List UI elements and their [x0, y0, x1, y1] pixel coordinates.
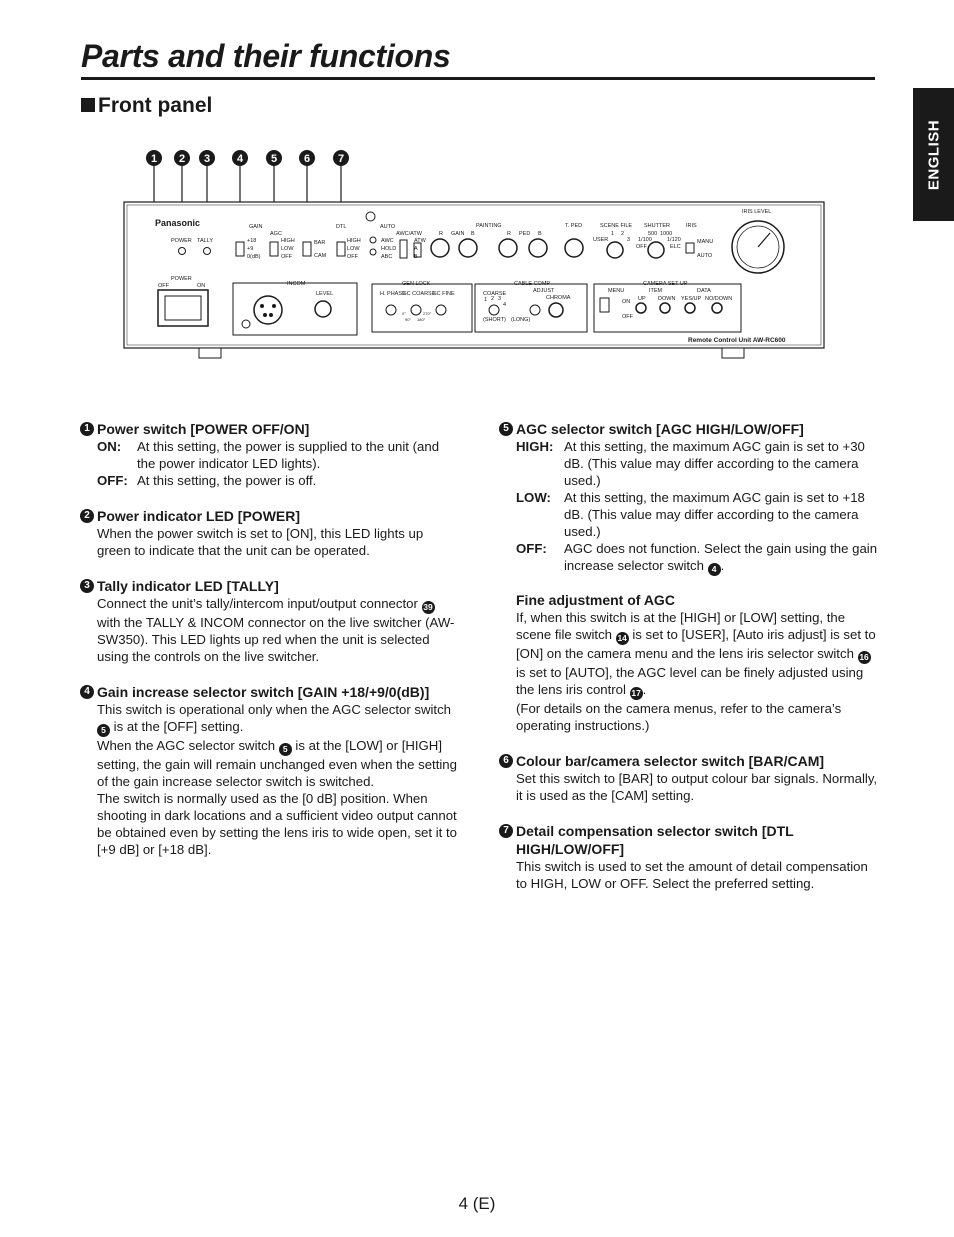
page-number: 4 (E): [458, 1194, 496, 1213]
svg-text:SC COARSE: SC COARSE: [403, 291, 436, 297]
svg-text:DTL: DTL: [336, 224, 347, 230]
svg-text:COARSE: COARSE: [483, 291, 507, 297]
item-gain-selector: 4 Gain increase selector switch [GAIN +18/+9/0(dB)] This switch is operational only when the AGC selector switch 5 is at the [OFF] setting. When the AGC selector switch 5 is at the [LOW] or [HIGH] setting, the gain will remain unchanged even when the setting of the gain increase selector switch is switched. The switch is normally used as the [0 dB] position. When shooting in dark locations and a sufficient video output cannot be obtained even by setting the lens iris to wide open, set it to [+9 dB] or [+18 dB].: [80, 683, 460, 858]
svg-text:5: 5: [270, 153, 278, 165]
svg-text:3: 3: [627, 237, 631, 243]
svg-text:1/120: 1/120: [667, 237, 681, 243]
def-low: LOW: At this setting, the maximum AGC gain is set to +18 dB. (This value may differ according to the camera used.): [516, 490, 865, 539]
svg-text:LOW: LOW: [347, 246, 360, 252]
svg-text:POWER: POWER: [171, 276, 192, 282]
svg-text:T. PED: T. PED: [565, 223, 583, 229]
svg-text:AWC/ATW: AWC/ATW: [396, 231, 422, 237]
svg-text:1: 1: [484, 297, 488, 303]
svg-text:ABC: ABC: [381, 254, 393, 260]
svg-text:OFF: OFF: [158, 283, 169, 289]
svg-text:270°: 270°: [423, 311, 432, 316]
item-tally-led: 3 Tally indicator LED [TALLY] Connect the unit’s tally/intercom input/output connector 39 with the TALLY & INCOM connector on the live switcher (AW-SW350). This LED lights up red when the unit is selected using the controls on the live switcher.: [80, 577, 460, 665]
svg-text:HOLD: HOLD: [381, 246, 397, 252]
svg-text:(SHORT): (SHORT): [483, 317, 506, 323]
right-column: [499, 420, 879, 910]
svg-text:DOWN: DOWN: [658, 296, 676, 302]
svg-text:R: R: [507, 231, 511, 237]
svg-text:1: 1: [150, 153, 158, 165]
title-rule: [81, 77, 875, 80]
svg-text:ADJUST: ADJUST: [533, 288, 555, 294]
number-badge-6: 6: [499, 754, 513, 768]
svg-text:2: 2: [491, 296, 495, 302]
def-on: ON: At this setting, the power is supplied to the unit (and the power indicator LED lights).: [97, 439, 440, 471]
svg-text:IRIS LEVEL: IRIS LEVEL: [742, 209, 772, 215]
item-agc-selector: 5 AGC selector switch [AGC HIGH/LOW/OFF] HIGH: At this setting, the maximum AGC gain is set to +30 dB. (This value may differ according to the camera used.) LOW: At this setting, the maximum AGC gain is set to +18 dB. (This value may differ according to the camera used.) OFF: AGC does not function. Select the gain using the gain increase selector switch 4 . Fine adjustment of AGC If, when this switch is at the [HIGH] or [LOW] setting, the scene file switch 14 is set to [USER], [Auto iris adjust] is set to [ON] on the camera menu and the lens iris selector switch 16 is set to [AUTO], the AGC level can be finely adjusted using the lens iris control 17 . (For details on the camera menus, refer to the camera’s operating instructions.): [499, 420, 879, 734]
item-heading: Detail compensation selector switch [DTL HIGH/LOW/OFF]: [516, 823, 794, 857]
svg-text:SCENE FILE: SCENE FILE: [600, 223, 633, 229]
svg-text:1000: 1000: [660, 231, 673, 237]
svg-text:Remote Control Unit AW-RC600: Remote Control Unit AW-RC600: [688, 337, 786, 344]
svg-text:MENU: MENU: [608, 288, 625, 294]
svg-text:AWC: AWC: [381, 238, 394, 244]
svg-text:ELC: ELC: [670, 244, 681, 250]
svg-text:+9: +9: [247, 246, 254, 252]
svg-text:CAM: CAM: [314, 253, 327, 259]
svg-text:2: 2: [621, 231, 625, 237]
number-badge-2: 2: [80, 509, 94, 523]
section-label: Front panel: [98, 94, 213, 117]
svg-text:A: A: [414, 246, 418, 252]
callout-5: [266, 150, 282, 166]
svg-text:LOW: LOW: [281, 246, 294, 252]
callout-2: [174, 150, 190, 166]
svg-text:6: 6: [303, 153, 311, 165]
def-off: OFF: AGC does not function. Select the gain using the gain increase selector switch 4 .: [516, 541, 878, 574]
callout-6: [299, 150, 315, 166]
svg-text:YES/UP: YES/UP: [681, 296, 702, 302]
left-column: [80, 420, 460, 876]
svg-text:0°: 0°: [402, 311, 406, 316]
svg-text:ON: ON: [197, 283, 206, 289]
square-bullet-icon: [81, 98, 95, 112]
def-off: OFF: At this setting, the power is off.: [97, 473, 317, 488]
svg-text:PAINTING: PAINTING: [476, 223, 502, 229]
number-badge-5: 5: [499, 422, 513, 436]
svg-text:BAR: BAR: [314, 240, 326, 246]
svg-text:+18: +18: [247, 238, 257, 244]
svg-text:AUTO: AUTO: [380, 224, 396, 230]
svg-text:1/100: 1/100: [638, 237, 652, 243]
callout-3: [199, 150, 215, 166]
ref-badge-17: 17: [631, 688, 641, 698]
svg-text:500: 500: [648, 231, 658, 237]
number-badge-7: 7: [499, 824, 513, 838]
svg-text:ON: ON: [622, 299, 631, 305]
svg-text:GAIN: GAIN: [451, 231, 465, 237]
svg-text:NO/DOWN: NO/DOWN: [705, 296, 733, 302]
svg-text:GAIN: GAIN: [249, 224, 263, 230]
ref-badge-4: 4: [708, 563, 721, 576]
language-tab-label: ENGLISH: [925, 119, 942, 190]
svg-text:SHUTTER: SHUTTER: [644, 223, 670, 229]
svg-text:AUTO: AUTO: [697, 253, 713, 259]
svg-text:Panasonic: Panasonic: [155, 218, 201, 228]
svg-text:CHROMA: CHROMA: [546, 295, 571, 301]
number-badge-1: 1: [80, 422, 94, 436]
ref-badge-16: 16: [859, 652, 869, 662]
svg-text:180°: 180°: [417, 317, 426, 322]
svg-text:4: 4: [236, 153, 244, 165]
svg-text:INCOM: INCOM: [287, 281, 306, 287]
item-heading: Tally indicator LED [TALLY]: [97, 578, 279, 594]
svg-text:OFF: OFF: [622, 314, 633, 320]
svg-text:1: 1: [611, 231, 615, 237]
svg-text:90°: 90°: [405, 317, 412, 322]
ref-badge-39: 39: [423, 602, 433, 612]
svg-text:H. PHASE: H. PHASE: [380, 291, 406, 297]
svg-text:CABLE COMP: CABLE COMP: [514, 281, 551, 287]
sub-heading: Fine adjustment of AGC: [516, 592, 675, 608]
svg-text:MANU: MANU: [697, 239, 714, 245]
svg-text:GEN LOCK: GEN LOCK: [402, 281, 431, 287]
item-power-switch: [80, 420, 460, 489]
item-heading: Gain increase selector switch [GAIN +18/+9/0(dB)]: [97, 684, 430, 700]
svg-text:B: B: [471, 231, 475, 237]
page-title: Parts and their functions: [81, 38, 451, 74]
item-heading: Power indicator LED [POWER]: [97, 508, 301, 524]
svg-text:CAMERA SET UP: CAMERA SET UP: [643, 281, 688, 287]
svg-text:TALLY: TALLY: [197, 238, 213, 244]
svg-text:USER: USER: [593, 237, 609, 243]
svg-text:POWER: POWER: [171, 238, 192, 244]
ref-badge-5: 5: [97, 724, 110, 737]
number-badge-3: 3: [80, 579, 94, 593]
item-dtl-selector: 7 Detail compensation selector switch [DTL HIGH/LOW/OFF] This switch is used to set the amount of detail compensation to HIGH, LOW or OFF. Select the preferred setting.: [499, 822, 879, 892]
def-high: HIGH: At this setting, the maximum AGC gain is set to +30 dB. (This value may differ according to the camera used.): [516, 439, 865, 488]
ref-badge-14: 14: [617, 633, 627, 643]
callout-7: [333, 150, 349, 166]
ref-badge-5: 5: [279, 743, 292, 756]
svg-text:SC FINE: SC FINE: [433, 291, 455, 297]
svg-text:7: 7: [337, 153, 345, 165]
item-power-led: 2 Power indicator LED [POWER] When the power switch is set to [ON], this LED lights up green to indicate that the unit can be operated.: [80, 507, 460, 559]
svg-text:OFF: OFF: [281, 254, 292, 260]
svg-text:OFF: OFF: [347, 254, 358, 260]
svg-text:OFF: OFF: [636, 244, 647, 250]
svg-text:UP: UP: [638, 296, 646, 302]
item-heading: Colour bar/camera selector switch [BAR/CAM]: [516, 753, 825, 769]
callout-1: [146, 150, 162, 166]
svg-text:2: 2: [178, 153, 186, 165]
svg-text:B: B: [414, 254, 418, 260]
svg-text:IRIS: IRIS: [686, 223, 697, 229]
item-heading: Power switch [POWER OFF/ON]: [97, 421, 310, 437]
item-bar-cam-selector: 6 Colour bar/camera selector switch [BAR/CAM] Set this switch to [BAR] to output colour bar signals. Normally, it is used as the [CAM] setting.: [499, 752, 879, 804]
svg-text:(LONG): (LONG): [511, 317, 531, 323]
section-heading: [81, 94, 212, 118]
svg-text:PED: PED: [519, 231, 531, 237]
svg-text:ITEM: ITEM: [649, 288, 663, 294]
svg-text:LEVEL: LEVEL: [316, 291, 334, 297]
svg-text:4: 4: [503, 302, 507, 308]
svg-text:R: R: [439, 231, 443, 237]
svg-text:3: 3: [498, 296, 502, 302]
svg-text:AGC: AGC: [270, 231, 282, 237]
item-heading: AGC selector switch [AGC HIGH/LOW/OFF]: [516, 421, 804, 437]
svg-text:HIGH: HIGH: [347, 238, 361, 244]
svg-text:3: 3: [203, 153, 211, 165]
svg-text:B: B: [538, 231, 542, 237]
svg-text:HIGH: HIGH: [281, 238, 295, 244]
svg-text:ATW: ATW: [414, 238, 426, 244]
number-badge-4: 4: [80, 685, 94, 699]
front-panel-diagram: [0, 140, 954, 380]
svg-text:0(dB): 0(dB): [247, 254, 261, 260]
svg-text:DATA: DATA: [697, 288, 711, 294]
callout-4: [232, 150, 248, 166]
